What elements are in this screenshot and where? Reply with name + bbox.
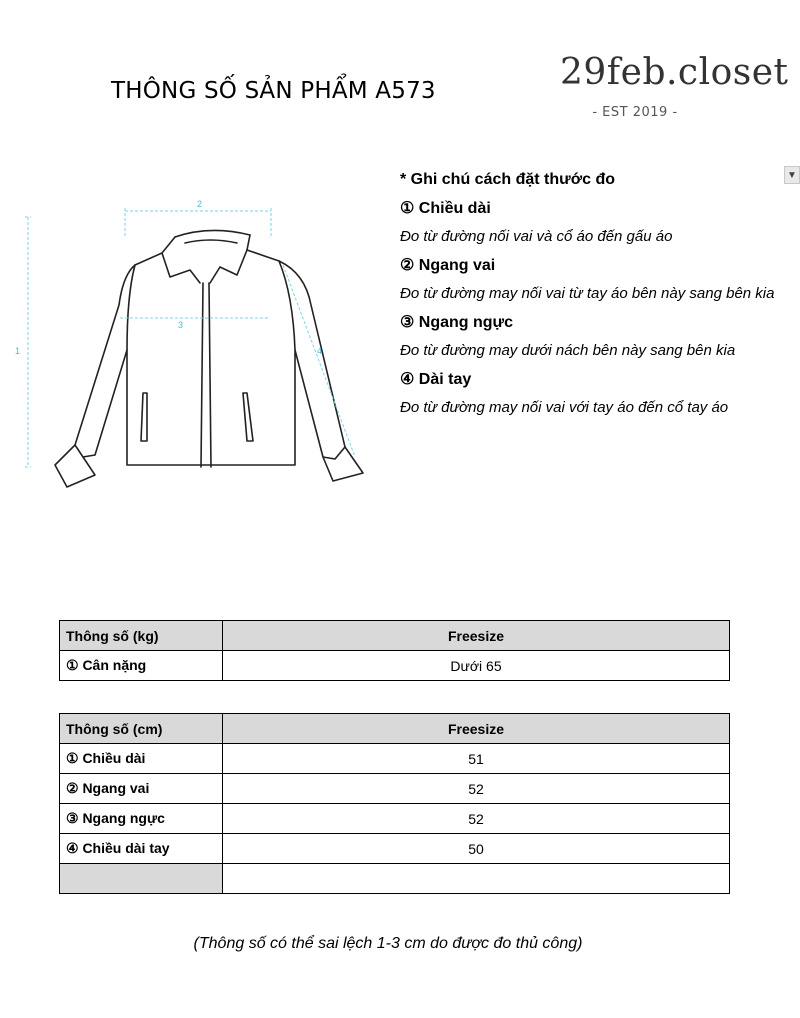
table-header-row xyxy=(60,621,730,651)
measure-lines xyxy=(25,208,355,467)
row-label: ③ Ngang ngực xyxy=(60,804,223,834)
header-cell-size: Freesize xyxy=(223,621,730,651)
note-heading-chest: ③ Ngang ngực xyxy=(400,314,514,331)
note-heading-shoulder: ② Ngang vai xyxy=(400,257,496,274)
row-value: Dưới 65 xyxy=(223,651,730,681)
measure-label-4: 4 xyxy=(317,346,323,356)
jacket-outline xyxy=(55,230,363,487)
row-label: ① Chiều dài xyxy=(60,744,223,774)
table-row-empty xyxy=(60,864,730,894)
footnote: (Thông số có thể sai lệch 1-3 cm do được đo thủ công) xyxy=(193,935,583,952)
note-desc-length: Đo từ đường nối vai và cổ áo đến gấu áo xyxy=(400,228,673,245)
measure-label-1: 1 xyxy=(15,346,21,356)
row-value xyxy=(223,864,730,894)
table-row xyxy=(60,774,730,804)
note-heading-length: ① Chiều dài xyxy=(400,200,491,217)
header-cell-label: Thông số (kg) xyxy=(60,621,223,651)
row-label xyxy=(60,864,223,894)
jacket-sketch xyxy=(15,195,375,495)
table-row xyxy=(60,834,730,864)
note-desc-chest: Đo từ đường may dưới nách bên này sang bên kia xyxy=(400,342,736,359)
row-value: 51 xyxy=(223,744,730,774)
measure-label-2: 2 xyxy=(197,199,203,209)
table-row xyxy=(60,804,730,834)
brand-logo: 29feb.closet xyxy=(560,52,789,93)
brand-tagline: - EST 2019 - xyxy=(592,105,678,120)
page-title: THÔNG SỐ SẢN PHẨM A573 xyxy=(111,78,436,104)
row-value: 50 xyxy=(223,834,730,864)
row-label: ② Ngang vai xyxy=(60,774,223,804)
notes-title: * Ghi chú cách đặt thước đo xyxy=(400,171,615,188)
size-table xyxy=(59,713,730,894)
note-desc-sleeve: Đo từ đường may nối vai với tay áo đến cổ tay áo xyxy=(400,399,729,416)
measurement-notes xyxy=(400,166,795,422)
table-row xyxy=(60,744,730,774)
header-cell-label: Thông số (cm) xyxy=(60,714,223,744)
table-row xyxy=(60,651,730,681)
note-heading-sleeve: ④ Dài tay xyxy=(400,371,472,388)
row-value: 52 xyxy=(223,804,730,834)
measure-label-3: 3 xyxy=(178,320,184,330)
header-cell-size: Freesize xyxy=(223,714,730,744)
weight-table xyxy=(59,620,730,681)
row-label: ① Cân nặng xyxy=(60,651,223,681)
row-value: 52 xyxy=(223,774,730,804)
row-label: ④ Chiều dài tay xyxy=(60,834,223,864)
table-header-row xyxy=(60,714,730,744)
chevron-down-icon[interactable]: ▼ xyxy=(784,166,800,184)
note-desc-shoulder: Đo từ đường may nối vai từ tay áo bên này sang bên kia xyxy=(400,285,775,302)
